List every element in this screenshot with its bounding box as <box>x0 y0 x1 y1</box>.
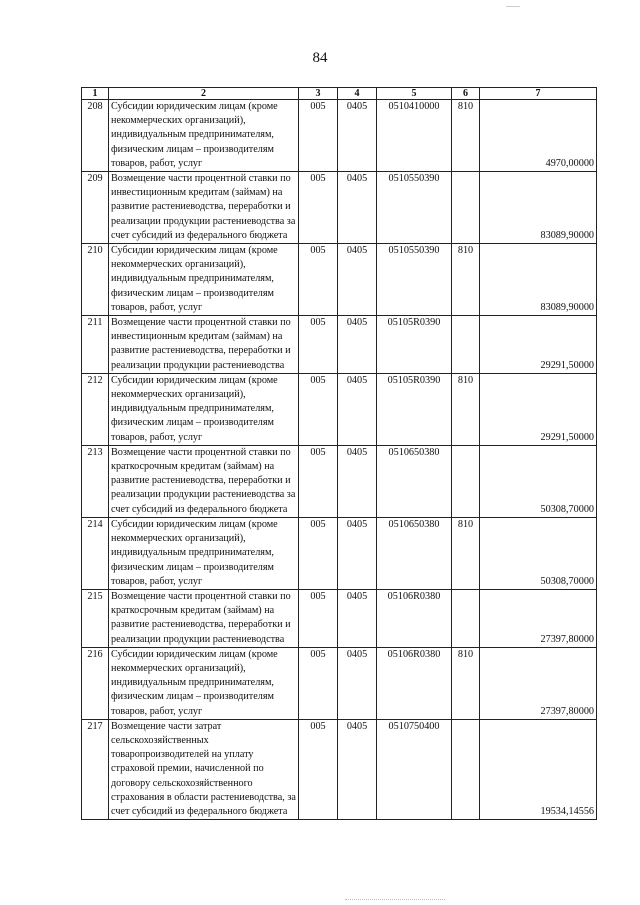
row-amount: 29291,50000 <box>480 316 597 374</box>
table-header-row <box>82 88 597 100</box>
column-header-3: 3 <box>299 88 338 100</box>
row-number: 210 <box>82 244 109 316</box>
column-header-4: 4 <box>338 88 377 100</box>
table-row <box>82 517 597 589</box>
table-body <box>82 100 597 820</box>
row-code-5: 05106R0380 <box>377 589 452 647</box>
column-header-5: 5 <box>377 88 452 100</box>
row-number: 216 <box>82 647 109 719</box>
scan-mark-bottom <box>345 899 445 901</box>
table-row <box>82 100 597 172</box>
row-number: 209 <box>82 172 109 244</box>
row-description: Субсидии юридическим лицам (кроме некоммерческих организаций), индивидуальным предпринимателям, физическим лицам – производителям товаров, работ, услуг <box>109 244 299 316</box>
row-code-4: 0405 <box>338 316 377 374</box>
row-amount: 27397,80000 <box>480 589 597 647</box>
row-number: 213 <box>82 445 109 517</box>
budget-table <box>81 87 597 820</box>
table-row <box>82 172 597 244</box>
row-code-4: 0405 <box>338 244 377 316</box>
table-row <box>82 719 597 819</box>
row-code-6 <box>452 445 480 517</box>
row-code-4: 0405 <box>338 100 377 172</box>
row-code-3: 005 <box>299 517 338 589</box>
row-description: Субсидии юридическим лицам (кроме некоммерческих организаций), индивидуальным предпринимателям, физическим лицам – производителям товаров, работ, услуг <box>109 100 299 172</box>
row-code-6: 810 <box>452 244 480 316</box>
row-amount: 27397,80000 <box>480 647 597 719</box>
row-code-3: 005 <box>299 172 338 244</box>
column-header-1: 1 <box>82 88 109 100</box>
row-code-4: 0405 <box>338 517 377 589</box>
row-code-5: 05105R0390 <box>377 316 452 374</box>
row-code-5: 0510410000 <box>377 100 452 172</box>
row-description: Субсидии юридическим лицам (кроме некоммерческих организаций), индивидуальным предпринимателям, физическим лицам – производителям товаров, работ, услуг <box>109 517 299 589</box>
table-row <box>82 445 597 517</box>
row-code-5: 0510750400 <box>377 719 452 819</box>
row-code-6: 810 <box>452 647 480 719</box>
row-code-5: 0510650380 <box>377 517 452 589</box>
row-code-4: 0405 <box>338 445 377 517</box>
column-header-2: 2 <box>109 88 299 100</box>
row-description: Возмещение части процентной ставки по краткосрочным кредитам (займам) на развитие растениеводства, переработки и реализации продукции растениеводства за счет субсидий из федерального бюджета <box>109 445 299 517</box>
row-number: 211 <box>82 316 109 374</box>
row-code-6: 810 <box>452 517 480 589</box>
table-row <box>82 589 597 647</box>
row-code-3: 005 <box>299 719 338 819</box>
row-amount: 19534,14556 <box>480 719 597 819</box>
row-code-5: 05105R0390 <box>377 373 452 445</box>
row-amount: 50308,70000 <box>480 517 597 589</box>
row-description: Возмещение части процентной ставки по инвестиционным кредитам (займам) на развитие растениеводства, переработки и реализации продукции растениеводства за счет субсидий из федерального бюджета <box>109 172 299 244</box>
row-code-4: 0405 <box>338 719 377 819</box>
row-number: 214 <box>82 517 109 589</box>
row-code-6: 810 <box>452 373 480 445</box>
row-amount: 83089,90000 <box>480 172 597 244</box>
row-code-6 <box>452 316 480 374</box>
page-number: 84 <box>312 50 328 66</box>
row-description: Возмещение части затрат сельскохозяйственных товаропроизводителей на уплату страховой премии, начисленной по договору сельскохозяйственного страхования в области растениеводства, за счет субсидий из федерального бюджета <box>109 719 299 819</box>
row-code-6 <box>452 719 480 819</box>
table-row <box>82 244 597 316</box>
row-description: Возмещение части процентной ставки по краткосрочным кредитам (займам) на развитие растениеводства, переработки и реализации продукции растениеводства <box>109 589 299 647</box>
row-code-6 <box>452 172 480 244</box>
row-amount: 50308,70000 <box>480 445 597 517</box>
row-amount: 29291,50000 <box>480 373 597 445</box>
row-amount: 83089,90000 <box>480 244 597 316</box>
row-number: 217 <box>82 719 109 819</box>
row-description: Субсидии юридическим лицам (кроме некоммерческих организаций), индивидуальным предпринимателям, физическим лицам – производителям товаров, работ, услуг <box>109 373 299 445</box>
row-code-3: 005 <box>299 244 338 316</box>
row-code-4: 0405 <box>338 589 377 647</box>
row-code-3: 005 <box>299 647 338 719</box>
row-amount: 4970,00000 <box>480 100 597 172</box>
row-code-5: 0510650380 <box>377 445 452 517</box>
row-number: 208 <box>82 100 109 172</box>
row-number: 215 <box>82 589 109 647</box>
row-code-3: 005 <box>299 373 338 445</box>
row-description: Возмещение части процентной ставки по инвестиционным кредитам (займам) на развитие растениеводства, переработки и реализации продукции растениеводства <box>109 316 299 374</box>
row-code-5: 0510550390 <box>377 172 452 244</box>
row-code-3: 005 <box>299 316 338 374</box>
row-code-4: 0405 <box>338 172 377 244</box>
row-code-4: 0405 <box>338 373 377 445</box>
row-code-4: 0405 <box>338 647 377 719</box>
table-row <box>82 647 597 719</box>
row-code-6 <box>452 589 480 647</box>
scan-mark <box>506 6 520 8</box>
row-code-3: 005 <box>299 589 338 647</box>
row-code-5: 0510550390 <box>377 244 452 316</box>
row-number: 212 <box>82 373 109 445</box>
row-code-3: 005 <box>299 445 338 517</box>
column-header-7: 7 <box>480 88 597 100</box>
table-row <box>82 316 597 374</box>
row-code-3: 005 <box>299 100 338 172</box>
column-header-6: 6 <box>452 88 480 100</box>
row-description: Субсидии юридическим лицам (кроме некоммерческих организаций), индивидуальным предпринимателям, физическим лицам – производителям товаров, работ, услуг <box>109 647 299 719</box>
table-row <box>82 373 597 445</box>
row-code-6: 810 <box>452 100 480 172</box>
row-code-5: 05106R0380 <box>377 647 452 719</box>
